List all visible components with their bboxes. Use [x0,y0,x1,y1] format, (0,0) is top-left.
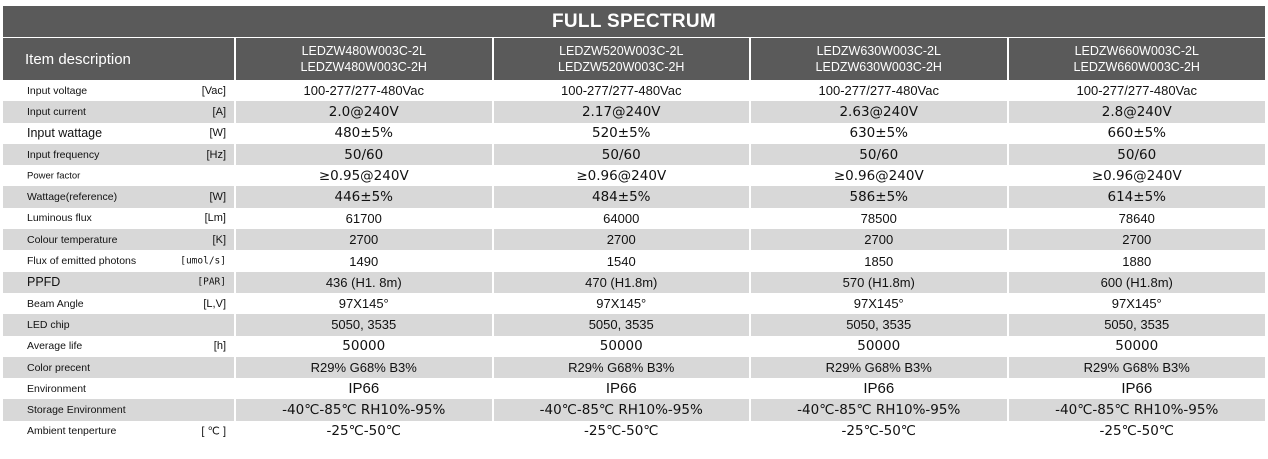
spec-row-input-frequency [3,144,1265,165]
value-cell: 5050, 3535 [235,314,493,335]
row-label: Average life [27,340,83,353]
value-cell: 630±5% [750,123,1008,144]
model-header: LEDZW480W003C-2L LEDZW480W003C-2H [235,38,493,80]
value-cell: -25℃-50℃ [493,421,751,442]
value-cell: 100-277/277-480Vac [750,80,1008,101]
value-cell: IP66 [750,378,1008,399]
value-cell: -25℃-50℃ [750,421,1008,442]
spec-row-color-percent [3,357,1265,378]
value-cell: 614±5% [1008,186,1266,207]
row-unit: [W] [209,191,226,204]
value-cell: IP66 [235,378,493,399]
value-cell: 5050, 3535 [493,314,751,335]
item-description-header: Item description [3,38,235,80]
row-label: Color precent [27,361,91,374]
value-cell: ≥0.96@240V [493,165,751,186]
value-cell: 2.8@240V [1008,101,1266,122]
value-cell: -40℃-85℃ RH10%-95% [235,399,493,420]
row-unit: [A] [212,105,226,118]
value-cell: 97X145° [750,293,1008,314]
row-unit: [W] [209,127,226,140]
value-cell: R29% G68% B3% [750,357,1008,378]
value-cell: 2700 [235,229,493,250]
value-cell: ≥0.95@240V [235,165,493,186]
value-cell: 1880 [1008,250,1266,271]
value-cell: 100-277/277-480Vac [493,80,751,101]
model-header: LEDZW520W003C-2L LEDZW520W003C-2H [493,38,751,80]
spec-row-luminous-flux [3,208,1265,229]
value-cell: R29% G68% B3% [235,357,493,378]
spec-row-led-chip [3,314,1265,335]
value-cell: IP66 [493,378,751,399]
value-cell: 50/60 [750,144,1008,165]
row-unit: [PAR] [197,276,226,288]
value-cell: -40℃-85℃ RH10%-95% [493,399,751,420]
value-cell: 50000 [493,336,751,357]
value-cell: 1540 [493,250,751,271]
value-cell: 470 (H1.8m) [493,272,751,293]
row-label: Colour temperature [27,233,118,246]
header-row [3,38,1265,80]
spec-row-beam-angle [3,293,1265,314]
spec-row-power-factor [3,165,1265,186]
row-unit: [h] [213,340,226,353]
spec-row-storage-environment [3,399,1265,420]
row-unit: [L,V] [203,297,226,310]
row-unit: [ ℃ ] [201,425,226,438]
value-cell: 97X145° [235,293,493,314]
spec-row-ppfd [3,272,1265,293]
table-title: FULL SPECTRUM [3,6,1265,38]
spec-row-ambient-temperature [3,421,1265,442]
value-cell: 480±5% [235,123,493,144]
spec-sheet [3,0,1265,442]
value-cell: 2.0@240V [235,101,493,122]
spec-row-input-wattage [3,123,1265,144]
row-label: Environment [27,382,86,395]
value-cell: 64000 [493,208,751,229]
value-cell: 97X145° [493,293,751,314]
value-cell: -40℃-85℃ RH10%-95% [750,399,1008,420]
value-cell: R29% G68% B3% [493,357,751,378]
row-label: Wattage(reference) [27,191,118,204]
row-label: Input wattage [27,126,103,141]
value-cell: 100-277/277-480Vac [235,80,493,101]
value-cell: R29% G68% B3% [1008,357,1266,378]
spec-row-colour-temperature [3,229,1265,250]
value-cell: 660±5% [1008,123,1266,144]
value-cell: ≥0.96@240V [1008,165,1266,186]
value-cell: 78640 [1008,208,1266,229]
model-header: LEDZW660W003C-2L LEDZW660W003C-2H [1008,38,1266,80]
spec-row-environment [3,378,1265,399]
spec-row-input-current [3,101,1265,122]
value-cell: ≥0.96@240V [750,165,1008,186]
value-cell: 50000 [235,336,493,357]
value-cell: 50/60 [235,144,493,165]
row-unit: [Hz] [206,148,226,161]
spec-row-photon-flux [3,250,1265,271]
value-cell: 100-277/277-480Vac [1008,80,1266,101]
value-cell: 484±5% [493,186,751,207]
value-cell: 50/60 [493,144,751,165]
spec-row-wattage-reference [3,186,1265,207]
value-cell: 50/60 [1008,144,1266,165]
value-cell: 5050, 3535 [750,314,1008,335]
row-unit: [Lm] [204,212,226,225]
row-label: Ambient tenperture [27,425,117,438]
spec-row-input-voltage [3,80,1265,101]
row-label: Input voltage [27,84,88,97]
value-cell: 520±5% [493,123,751,144]
value-cell: 97X145° [1008,293,1266,314]
value-cell: 436 (H1. 8m) [235,272,493,293]
row-unit: [Vac] [201,84,226,97]
value-cell: 50000 [1008,336,1266,357]
value-cell: 1850 [750,250,1008,271]
row-label: LED chip [27,318,70,331]
value-cell: 446±5% [235,186,493,207]
value-cell: IP66 [1008,378,1266,399]
row-label: Flux of emitted photons [27,255,137,268]
value-cell: 2.17@240V [493,101,751,122]
row-label: Luminous flux [27,212,92,225]
value-cell: -25℃-50℃ [235,421,493,442]
row-label: Power factor [27,170,81,182]
value-cell: 78500 [750,208,1008,229]
value-cell: 600 (H1.8m) [1008,272,1266,293]
row-label: Storage Environment [27,404,126,417]
row-label: Input frequency [27,148,100,161]
value-cell: -40℃-85℃ RH10%-95% [1008,399,1266,420]
value-cell: 586±5% [750,186,1008,207]
model-header: LEDZW630W003C-2L LEDZW630W003C-2H [750,38,1008,80]
row-label: PPFD [27,275,61,290]
value-cell: -25℃-50℃ [1008,421,1266,442]
value-cell: 570 (H1.8m) [750,272,1008,293]
row-unit: [umol/s] [180,255,226,267]
value-cell: 50000 [750,336,1008,357]
spec-row-average-life [3,336,1265,357]
value-cell: 61700 [235,208,493,229]
value-cell: 2700 [493,229,751,250]
value-cell: 2700 [750,229,1008,250]
value-cell: 2.63@240V [750,101,1008,122]
row-label: Input current [27,105,86,118]
row-unit: [K] [212,233,226,246]
value-cell: 2700 [1008,229,1266,250]
value-cell: 5050, 3535 [1008,314,1266,335]
row-label: Beam Angle [27,297,84,310]
value-cell: 1490 [235,250,493,271]
spec-table [3,38,1265,442]
